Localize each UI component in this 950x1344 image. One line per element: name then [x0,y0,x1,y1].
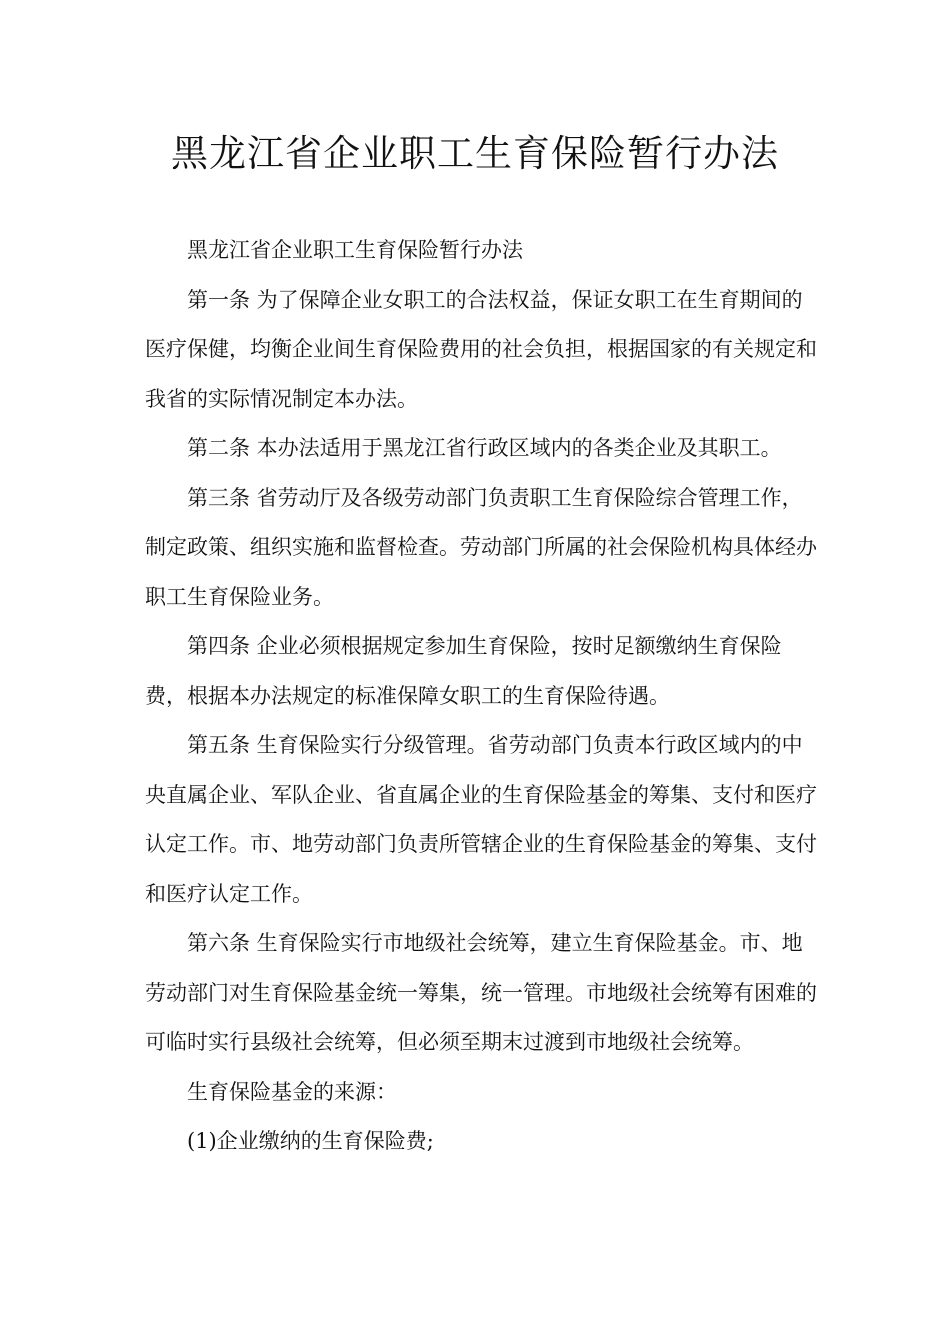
paragraph-article-5: 第五条 生育保险实行分级管理。省劳动部门负责本行政区域内的中央直属企业、军队企业、省直属企业的生育保险基金的筹集、支付和医疗认定工作。市、地劳动部门负责所管辖企业的生育保险基金的筹集、支付和医疗认定工作。 [145,733,817,906]
paragraph-article-3: 第三条 省劳动厅及各级劳动部门负责职工生育保险综合管理工作，制定政策、组织实施和监督检查。劳动部门所属的社会保险机构具体经办职工生育保险业务。 [145,485,817,609]
paragraph-article-2: 第二条 本办法适用于黑龙江省行政区域内的各类企业及其职工。 [187,436,782,460]
paragraph-fund-source-1: (1)企业缴纳的生育保险费; [187,1129,434,1153]
paragraph-subtitle: 黑龙江省企业职工生育保险暂行办法 [187,238,523,262]
paragraph-fund-sources: 生育保险基金的来源： [187,1079,397,1104]
paragraph-article-1: 第一条 为了保障企业女职工的合法权益，保证女职工在生育期间的医疗保健，均衡企业间生育保险费用的社会负担，根据国家的有关规定和我省的实际情况制定本办法。 [145,287,817,411]
document-title: 黑龙江省企业职工生育保险暂行办法 [171,132,779,175]
document-body [145,226,817,1167]
paragraph-article-4: 第四条 企业必须根据规定参加生育保险，按时足额缴纳生育保险费，根据本办法规定的标准保障女职工的生育保险待遇。 [145,634,782,708]
paragraph-article-6: 第六条 生育保险实行市地级社会统筹，建立生育保险基金。市、地劳动部门对生育保险基金统一筹集，统一管理。市地级社会统筹有困难的可临时实行县级社会统筹，但必须至期末过渡到市地级社会统筹。 [145,931,817,1054]
